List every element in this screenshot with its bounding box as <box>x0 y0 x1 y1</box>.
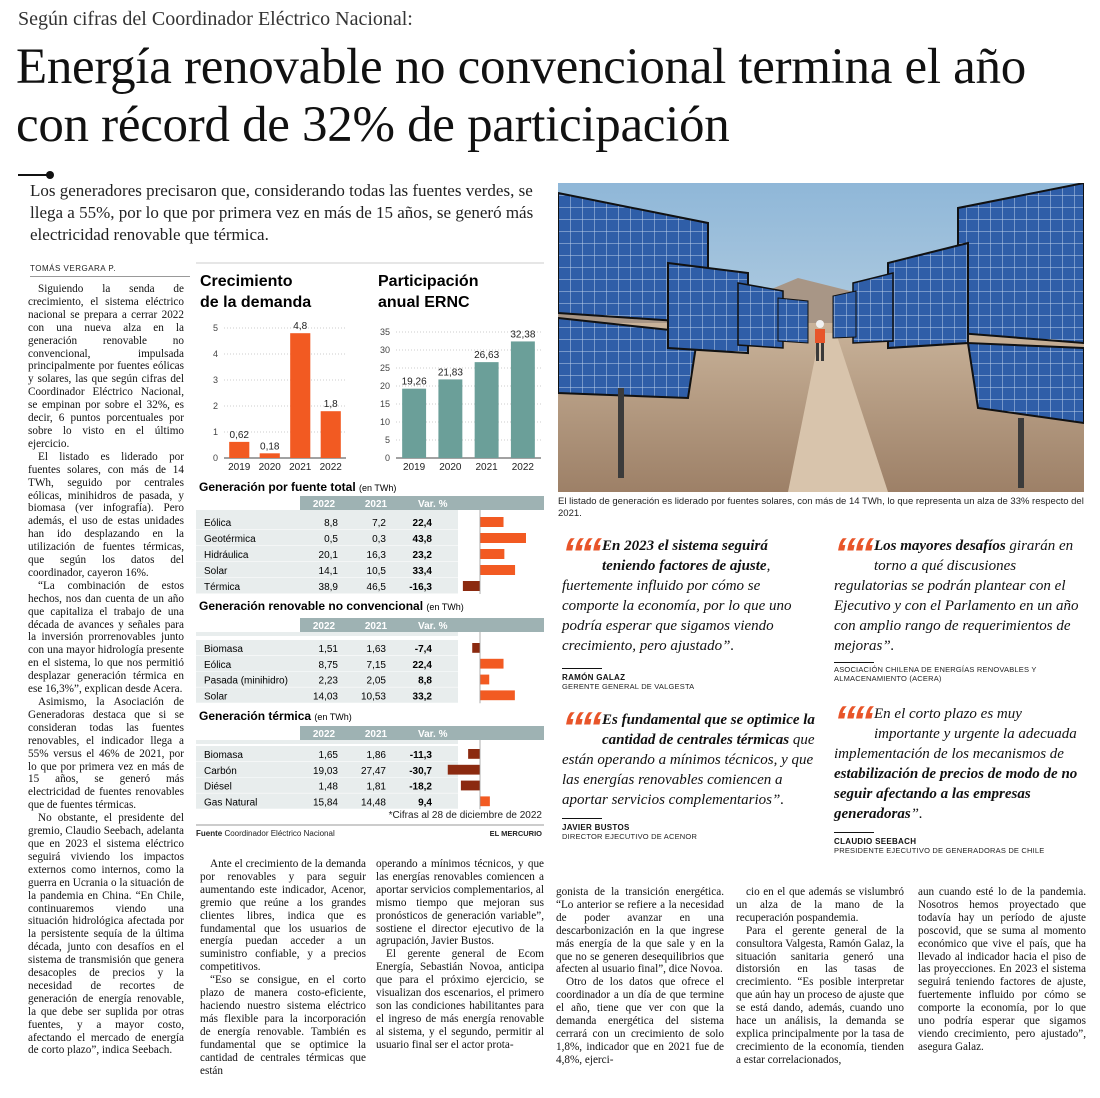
var-bar <box>480 796 490 806</box>
quote-text: ““ Es fundamental que se optimice la cantidad de centrales térmicas que están operando a mínimos técnicos, y que las energías renovables comiencen a aportar servicios complementarios”. <box>562 703 815 808</box>
y-tick-label: 2 <box>212 401 218 411</box>
y-tick-label: 5 <box>384 435 390 445</box>
y-tick-label: 0 <box>384 453 390 463</box>
cell-2021: 10,5 <box>366 566 386 577</box>
y-tick-label: 15 <box>379 399 390 409</box>
row-label: Carbón <box>204 765 237 777</box>
row-label: Eólica <box>204 518 232 529</box>
body-column-1 <box>28 283 184 1093</box>
bar <box>260 453 280 458</box>
cell-var: 33,4 <box>412 566 432 577</box>
quote-galaz <box>562 529 802 691</box>
cell-2021: 2,05 <box>366 675 386 687</box>
body-paragraph: Asimismo, la Asociación de Generadoras destaca que si se consideran todas las fuentes renovables, el indicador llega a 55% versus el 46% de 2021, por lo que por primera vez en más de 15 años, se generó más electricidad de fuentes renovables que de fuentes térmicas. <box>28 696 184 812</box>
photo-caption: El listado de generación es liderado por fuentes solares, con más de 14 TWh, lo que representa un alza de 33% respecto del 2021. <box>558 496 1084 519</box>
bar <box>402 389 426 458</box>
column-header: Var. % <box>418 729 448 740</box>
body-paragraph: Ante el crecimiento de la demanda por renovables y para seguir aumentando este indicador, Acenor, gremio que reúne a los grandes clientes libres, indica que es fundamental que los usuarios de energía puedan acceder a un suministro confiable, y a precios competitivos. <box>200 858 366 974</box>
publisher: EL MERCURIO <box>489 829 542 838</box>
data-label: 32,38 <box>510 329 536 341</box>
body-column-4 <box>556 886 724 1094</box>
var-bar <box>480 533 526 543</box>
data-label: 4,8 <box>293 321 308 333</box>
y-tick-label: 4 <box>212 349 218 359</box>
x-tick-label: 2019 <box>403 462 426 473</box>
quote-role: PRESIDENTE EJECUTIVO DE GENERADORAS DE CHILE <box>834 846 1045 855</box>
quote-text: ““ En el corto plazo es muy importante y urgente la adecuada implementación de los mecanismos de estabilización de precios de modo de no seguir afectando a las empresas generadoras”. <box>834 697 1078 822</box>
quote-name: CLAUDIO SEEBACH <box>834 837 917 846</box>
quote-mark-icon: ““ <box>562 703 598 752</box>
cell-var: -16,3 <box>409 582 432 593</box>
quote-acera <box>834 529 1086 683</box>
cell-2021: 27,47 <box>360 765 386 777</box>
footnote: *Cifras al 28 de diciembre de 2022 <box>388 810 542 821</box>
cell-2022: 14,1 <box>318 566 338 577</box>
var-bar <box>448 765 480 775</box>
body-paragraph: aun cuando esté lo de la pandemia. Nosotros hemos proyectado que todavía hay un período de ajuste poscovid, que se suma al momento económico que vive el país, que ha llevado al indicador hacia el piso de las proyecciones. En 2023 el sistema seguirá teniendo factores de ajuste, fuertemente influido por cómo se comporte la economía, por lo que uno podría esperar que sigamos viendo crecimiento, pero ajustado”, asegura Galaz. <box>918 886 1086 1053</box>
body-paragraph: Siguiendo la senda de crecimiento, el sistema eléctrico nacional se prepara a cerrar 2022 con una nueva alza en la generación renovable no convencional, impulsada principalmente por fuentes eólicas y solares, las que según cifras del Coordinador Eléctrico Nacional, se empinan por sobre el 32%, es decir, 6 puntos porcentuales por sobre lo visto en el último ejercicio. <box>28 283 184 450</box>
cell-var: 9,4 <box>418 797 432 809</box>
cell-2021: 7,2 <box>372 518 386 529</box>
body-column-6 <box>918 886 1086 1094</box>
var-bar <box>480 565 515 575</box>
column-header: 2021 <box>364 499 388 510</box>
body-paragraph: “Eso se consigue, en el corto plazo de manera costo-eficiente, haciendo nuestro sistema eléctrico más flexible para la incorporación de energía renovable. También es fundamental que se optimice la cantidad de centrales térmicas que están <box>200 974 366 1077</box>
cell-2021: 10,53 <box>360 691 386 703</box>
var-bar <box>480 549 504 559</box>
column-header: Var. % <box>418 621 448 632</box>
var-bar <box>472 643 480 653</box>
body-paragraph: cio en el que además se vislumbró un alza de la mano de la recuperación pospandemia. <box>736 886 904 924</box>
quote-seebach <box>834 697 1086 855</box>
x-tick-label: 2021 <box>475 462 498 473</box>
table-spacer <box>196 740 458 744</box>
var-bar <box>480 690 515 700</box>
quote-name: JAVIER BUSTOS <box>562 823 630 832</box>
row-label: Térmica <box>204 582 241 593</box>
cell-2022: 15,84 <box>312 797 338 809</box>
column-header: 2022 <box>312 621 336 632</box>
solar-panels-photo <box>558 183 1084 492</box>
infographic <box>196 262 546 858</box>
quote-rule <box>834 662 874 663</box>
y-tick-label: 30 <box>379 345 390 355</box>
kicker: Según cifras del Coordinador Eléctrico Nacional: <box>18 8 413 30</box>
column-header: Var. % <box>418 499 448 510</box>
cell-2021: 1,86 <box>366 750 386 761</box>
x-tick-label: 2020 <box>439 462 462 473</box>
body-column-5 <box>736 886 904 1094</box>
cell-2022: 1,65 <box>318 750 338 761</box>
row-label: Diésel <box>204 781 232 793</box>
data-label: 19,26 <box>401 376 427 388</box>
var-bar <box>480 675 489 685</box>
cell-2022: 1,48 <box>318 781 338 793</box>
table-title: Generación renovable no convencional (en TWh) <box>199 599 464 613</box>
cell-var: -18,2 <box>409 781 432 793</box>
cell-2021: 14,48 <box>360 797 386 809</box>
chart-title: Crecimiento <box>200 273 293 290</box>
body-paragraph: operando a mínimos técnicos, y que las energías renovables comiencen a aportar servicios complementarios, al mismo tiempo que mejoran sus pronósticos de generación variable”, sostiene el director ejecutivo de la agrupación, Javier Bustos. <box>376 858 544 948</box>
cell-2021: 16,3 <box>366 550 386 561</box>
y-tick-label: 20 <box>379 381 390 391</box>
quote-rule <box>562 818 602 819</box>
body-paragraph: “La combinación de estos hechos, nos dan cuenta de un año que capitaliza el trabajo de una década de avances y señales para la inversión prorrenovables junto con una mayor hidrología presente en el sistema, lo que nos permitió desplazar generación térmica en ese 16,3%”, explican desde Acera. <box>28 579 184 696</box>
cell-2021: 46,5 <box>366 582 386 593</box>
bar <box>229 442 249 458</box>
quote-mark-icon: ““ <box>834 529 870 578</box>
cell-2022: 1,51 <box>318 644 338 655</box>
body-paragraph: El listado es liderado por fuentes solares, con más de 14 TWh, seguido por centrales eólicas, minihidros de pasada, y biomasa (ver infografía). Pero además, el uso de estas unidades han ido desplazando en la utilización de fuentes térmicas, que según los datos del coordinador, cayeron 16%. <box>28 450 184 579</box>
body-paragraph: No obstante, el presidente del gremio, Claudio Seebach, adelanta que en 2023 el sistema eléctrico seguirá viviendo los impactos externos como internos, como la guerra en Ucrania o la situación de la pandemia en China. “En Chile, continuaremos viendo una situación hidrológica afectada por la persistente sequía de la última década, junto con desafíos en el sistema de transmisión que genera desacoples de precios y la necesidad de recortes de generación de energía renovable, la que debe ser suplida por otras fuentes, y a mayor costo, afectando el mercado de energía de corto plazo”, indica Seebach. <box>28 812 184 1057</box>
data-label: 21,83 <box>437 367 463 379</box>
y-tick-label: 10 <box>379 417 390 427</box>
cell-2022: 38,9 <box>318 582 338 593</box>
quote-bustos <box>562 703 818 841</box>
body-paragraph: Para el gerente general de la consultora Valgesta, Ramón Galaz, la situación sanitaria generó una distorsión en las tasas de crecimiento. “Es posible interpretar que aún hay un proceso de ajuste que se está dando, además, cuando uno hace un análisis, la demanda se explica principalmente por la tasa de crecimiento de la economía, tienden a estar correlacionados, <box>736 924 904 1066</box>
row-label: Geotérmica <box>204 534 256 545</box>
row-label: Solar <box>204 691 228 703</box>
cell-2022: 8,8 <box>324 518 338 529</box>
chart-title: anual ERNC <box>378 294 470 311</box>
y-tick-label: 3 <box>212 375 218 385</box>
quote-role: DIRECTOR EJECUTIVO DE ACENOR <box>562 832 698 841</box>
var-bar <box>468 749 480 759</box>
table-spacer <box>196 632 458 636</box>
table-title: Generación térmica (en TWh) <box>199 709 352 723</box>
y-tick-label: 0 <box>212 453 218 463</box>
y-tick-label: 1 <box>212 427 218 437</box>
x-tick-label: 2020 <box>258 462 281 473</box>
headline: Energía renovable no convencional termina el año con récord de 32% de participación <box>16 39 1026 153</box>
source: Fuente Coordinador Eléctrico Nacional <box>196 829 335 838</box>
quote-mark-icon: ““ <box>562 529 598 578</box>
data-label: 26,63 <box>474 350 500 362</box>
quote-role: ASOCIACIÓN CHILENA DE ENERGÍAS RENOVABLES Y ALMACENAMIENTO (ACERA) <box>834 665 1037 683</box>
y-tick-label: 35 <box>379 327 390 337</box>
row-label: Biomasa <box>204 750 243 761</box>
bar <box>290 333 310 458</box>
lead-bullet <box>46 171 54 179</box>
x-tick-label: 2022 <box>319 462 342 473</box>
cell-2021: 0,3 <box>372 534 386 545</box>
quote-rule <box>834 832 874 833</box>
byline-rule <box>30 276 190 277</box>
column-header: 2021 <box>364 621 388 632</box>
bar <box>511 341 535 458</box>
column-header: 2021 <box>364 729 388 740</box>
body-paragraph: Otro de los datos que ofrece el coordinador a un día de que termine el año, tiene que ver con que la demanda energética del sistema cerrará con un crecimiento de solo 1,8%, indicador que en 2021 fue de 4,8%, ejerci- <box>556 976 724 1066</box>
byline: TOMÁS VERGARA P. <box>30 264 116 273</box>
var-bar <box>463 581 480 591</box>
bar <box>321 411 341 458</box>
var-bar <box>480 517 504 527</box>
x-tick-label: 2021 <box>289 462 312 473</box>
var-bar <box>480 659 504 669</box>
quote-rule <box>562 668 602 669</box>
cell-var: 22,4 <box>412 518 432 529</box>
data-label: 1,8 <box>323 399 338 411</box>
bar <box>438 379 462 458</box>
y-tick-label: 25 <box>379 363 390 373</box>
chart-title: Participación <box>378 273 479 290</box>
cell-2022: 14,03 <box>312 691 338 703</box>
body-column-3 <box>376 858 544 1094</box>
body-paragraph: gonista de la transición energética. “Lo anterior se refiere a la necesidad de poder avanzar en una descarbonización en la que ingrese más energía de la que sale y en la que no se generen desequilibrios que afecten al usuario final”, dice Novoa. <box>556 886 724 976</box>
row-label: Eólica <box>204 659 232 671</box>
quote-role: GERENTE GENERAL DE VALGESTA <box>562 682 695 691</box>
x-tick-label: 2019 <box>228 462 251 473</box>
row-label: Pasada (minihidro) <box>204 675 288 687</box>
cell-2022: 0,5 <box>324 534 338 545</box>
x-tick-label: 2022 <box>511 462 534 473</box>
y-tick-label: 5 <box>212 323 218 333</box>
var-bar <box>461 781 480 791</box>
quote-name: RAMÓN GALAZ <box>562 673 626 682</box>
cell-var: -30,7 <box>409 765 432 777</box>
row-label: Biomasa <box>204 644 243 655</box>
cell-var: -7,4 <box>414 644 432 655</box>
chart-title: de la demanda <box>200 294 312 311</box>
cell-2022: 19,03 <box>312 765 338 777</box>
cell-var: 23,2 <box>412 550 432 561</box>
data-label: 0,62 <box>229 429 249 441</box>
cell-2021: 1,63 <box>366 644 386 655</box>
column-header: 2022 <box>312 499 336 510</box>
lead-paragraph: Los generadores precisaron que, considerando todas las fuentes verdes, se llega a 55%, por lo que por primera vez en más de 15 años, se generó más electricidad renovable que térmica. <box>30 181 534 244</box>
quote-text: ““ En 2023 el sistema seguirá teniendo factores de ajuste, fuertemente influido por cómo se comporte la economía, por lo que uno podría esperar que sigamos viendo crecimiento, pero ajustado”. <box>562 529 792 654</box>
cell-2022: 2,23 <box>318 675 338 687</box>
row-label: Gas Natural <box>204 797 258 809</box>
bar <box>475 362 499 458</box>
quote-text: ““ Los mayores desafíos girarán en torno a qué discusiones regulatorias se podrán plantear con el Ejecutivo y con el Parlamento en un año con amplio rango de requerimientos de mejoras”. <box>834 529 1079 654</box>
body-paragraph: El gerente general de Ecom Energía, Sebastián Novoa, anticipa que para el próximo ejercicio, se visualizan dos escenarios, el primero son las condiciones habilitantes para el ingreso de más energía renovable al sistema, y el segundo, permitir al usuario final ser el actor prota- <box>376 948 544 1051</box>
data-label: 0,18 <box>260 441 280 453</box>
body-column-2 <box>200 858 366 1094</box>
cell-2021: 7,15 <box>366 659 386 671</box>
cell-var: 33,2 <box>412 691 432 703</box>
cell-var: -11,3 <box>409 750 432 761</box>
cell-var: 22,4 <box>412 659 432 671</box>
cell-2021: 1,81 <box>366 781 386 793</box>
table-spacer <box>196 510 458 514</box>
cell-2022: 20,1 <box>318 550 338 561</box>
row-label: Solar <box>204 566 228 577</box>
cell-var: 8,8 <box>418 675 432 687</box>
cell-2022: 8,75 <box>318 659 338 671</box>
cell-var: 43,8 <box>412 534 432 545</box>
table-title: Generación por fuente total (en TWh) <box>199 480 397 494</box>
row-label: Hidráulica <box>204 550 249 561</box>
quote-mark-icon: ““ <box>834 697 870 746</box>
column-header: 2022 <box>312 729 336 740</box>
